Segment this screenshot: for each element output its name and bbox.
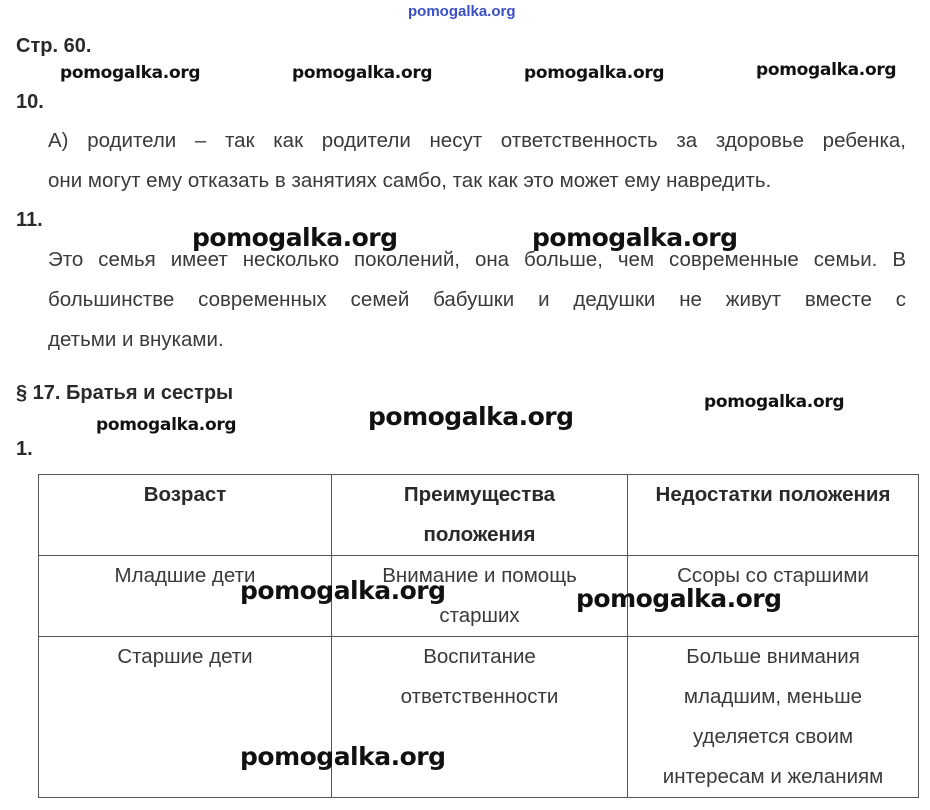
task-1-number: 1. xyxy=(16,438,33,460)
cell-line: интересам и желаниям xyxy=(662,765,884,788)
cell-line: Старшие дети xyxy=(117,645,253,668)
cell-line: Воспитание xyxy=(423,645,536,668)
column-header-advantages xyxy=(332,475,628,556)
table-row xyxy=(39,637,919,798)
cell-line: старших xyxy=(439,604,520,627)
watermark: pomogalka.org xyxy=(240,742,446,771)
watermark: pomogalka.org xyxy=(292,63,433,83)
watermark-top: pomogalka.org xyxy=(408,3,516,20)
text-line: большинстве современных семей бабушки и дедушки не живут вместе с xyxy=(48,288,906,311)
watermark: pomogalka.org xyxy=(192,223,398,252)
watermark: pomogalka.org xyxy=(704,392,845,412)
comparison-table xyxy=(38,474,919,798)
cell-line: ответственности xyxy=(400,685,559,708)
section-title: § 17. Братья и сестры xyxy=(16,382,234,404)
watermark: pomogalka.org xyxy=(532,223,738,252)
cell-line: Больше внимания xyxy=(686,645,860,668)
header-line: Недостатки положения xyxy=(655,483,891,506)
text-line: детьми и внуками. xyxy=(48,328,224,351)
cell-line: Младшие дети xyxy=(114,564,256,587)
table-row xyxy=(39,556,919,637)
text-line: А) родители – так как родители несут ответственность за здоровье ребенка, xyxy=(48,129,906,152)
watermark: pomogalka.org xyxy=(240,576,446,605)
table-cell xyxy=(332,637,628,798)
text-line: они могут ему отказать в занятиях самбо, так как это может ему навредить. xyxy=(48,169,772,192)
cell-line: младшим, меньше xyxy=(683,685,863,708)
watermark: pomogalka.org xyxy=(96,415,237,435)
watermark: pomogalka.org xyxy=(368,402,574,431)
text-line: Это семья имеет несколько поколений, она больше, чем современные семьи. В xyxy=(48,248,906,271)
watermark: pomogalka.org xyxy=(524,63,665,83)
cell-line: Внимание и помощь xyxy=(382,564,577,587)
cell-line: Ссоры со старшими xyxy=(677,564,869,587)
task-11-number: 11. xyxy=(16,209,43,231)
table-cell xyxy=(628,637,919,798)
watermark: pomogalka.org xyxy=(756,60,897,80)
column-header-disadvantages xyxy=(628,475,919,556)
task-11-text xyxy=(48,240,906,360)
table-cell xyxy=(39,637,332,798)
task-10-number: 10. xyxy=(16,91,44,113)
task-10-text xyxy=(48,121,906,201)
cell-line: уделяется своим xyxy=(692,725,854,748)
header-line: Возраст xyxy=(143,483,227,506)
watermark: pomogalka.org xyxy=(60,63,201,83)
page-reference: Стр. 60. xyxy=(16,35,92,57)
header-line: положения xyxy=(423,523,536,546)
watermark: pomogalka.org xyxy=(576,584,782,613)
table-header-row xyxy=(39,475,919,556)
column-header-age xyxy=(39,475,332,556)
header-line: Преимущества xyxy=(403,483,556,506)
